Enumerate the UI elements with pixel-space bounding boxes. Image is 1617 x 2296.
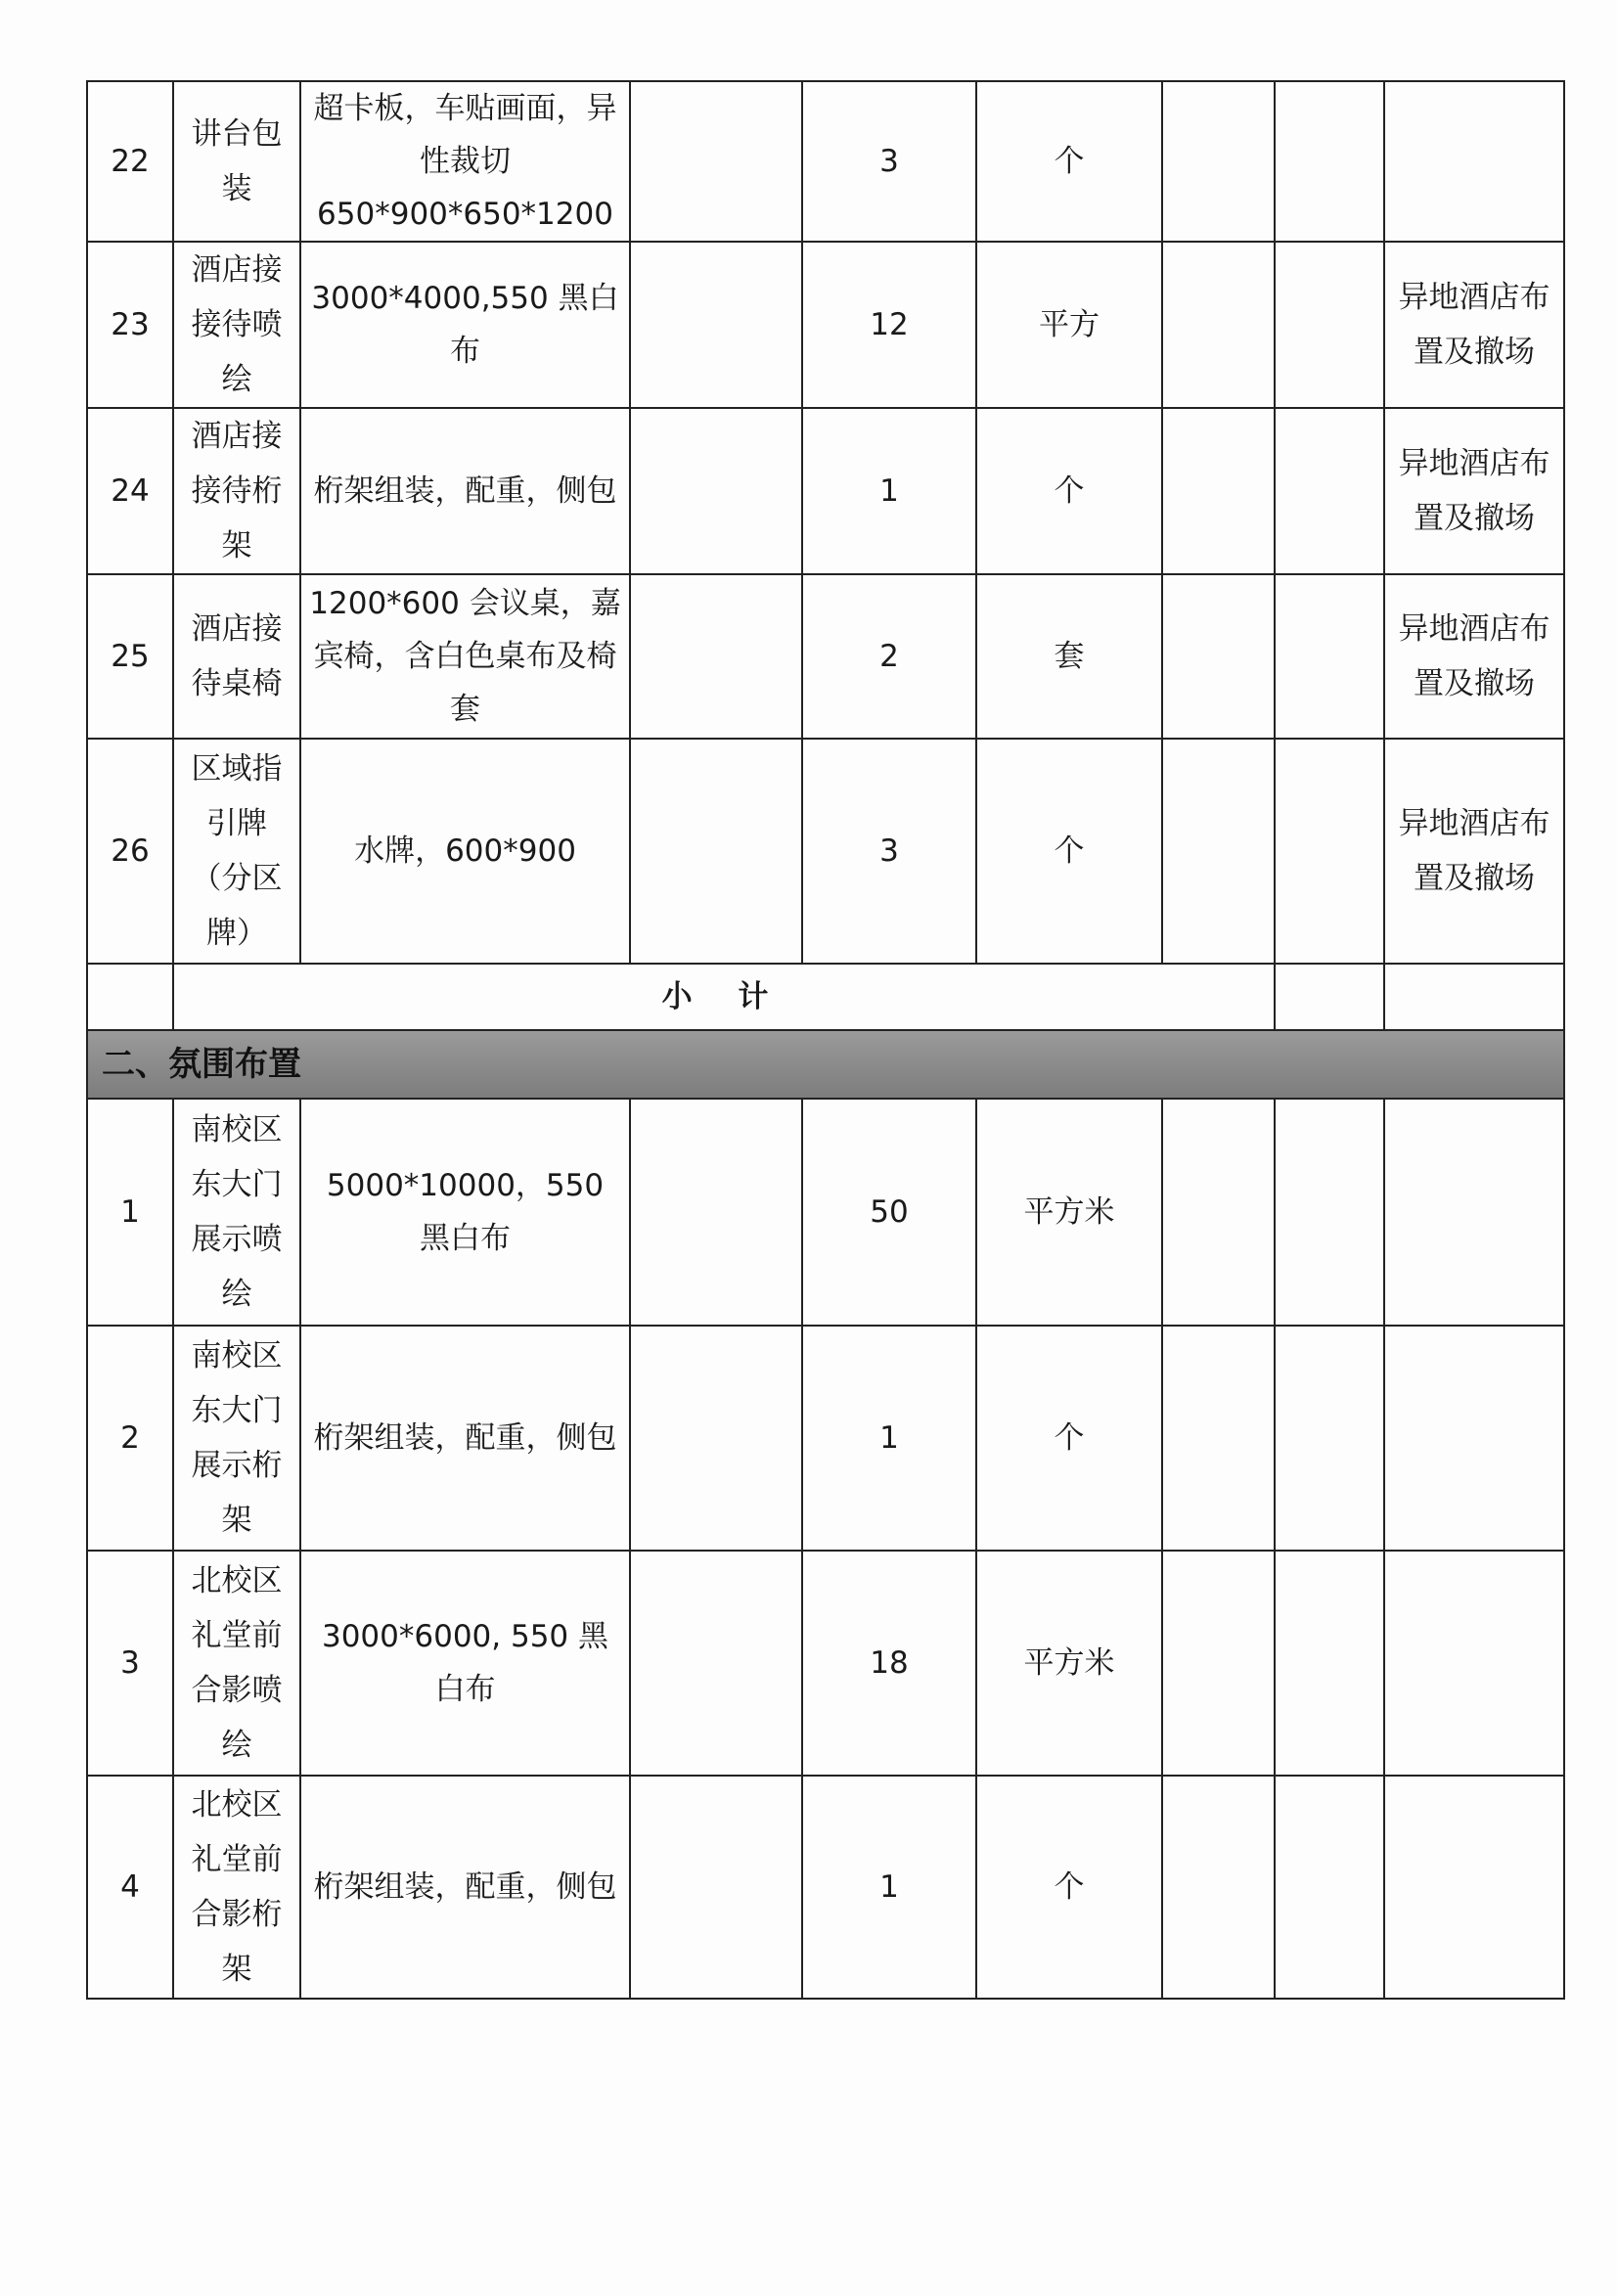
item-note [1384,1776,1564,1999]
item-note [1384,1326,1564,1551]
item-spec: 桁架组装，配重，侧包 [300,408,630,574]
item-blank [1162,408,1275,574]
subtotal-blank [1275,964,1384,1030]
item-name: 南校区东大门展示桁架 [173,1326,300,1551]
quotation-table [86,80,1565,2000]
item-note: 异地酒店布置及撤场 [1384,408,1564,574]
subtotal-row [87,964,1564,1030]
item-unit: 平方米 [976,1551,1162,1776]
item-blank [630,81,802,242]
item-note [1384,81,1564,242]
item-no: 1 [87,1099,173,1326]
table-row [87,1326,1564,1551]
item-qty: 1 [802,1776,976,1999]
item-blank [1275,1099,1384,1326]
item-no: 24 [87,408,173,574]
item-qty: 1 [802,1326,976,1551]
item-name: 讲台包装 [173,81,300,242]
item-blank [630,1551,802,1776]
subtotal-blank [87,964,173,1030]
section-header-row [87,1030,1564,1099]
item-qty: 1 [802,408,976,574]
item-blank [1162,1326,1275,1551]
item-unit: 个 [976,739,1162,964]
item-blank [1162,1776,1275,1999]
item-note: 异地酒店布置及撤场 [1384,574,1564,739]
item-blank [1275,739,1384,964]
item-no: 2 [87,1326,173,1551]
item-name: 北校区礼堂前合影喷绘 [173,1551,300,1776]
item-no: 22 [87,81,173,242]
item-blank [630,1326,802,1551]
item-qty: 3 [802,81,976,242]
item-name: 南校区东大门展示喷绘 [173,1099,300,1326]
table-row [87,242,1564,408]
item-blank [1162,1099,1275,1326]
item-no: 25 [87,574,173,739]
subtotal-blank [1384,964,1564,1030]
item-name: 酒店接接待喷绘 [173,242,300,408]
table-row [87,739,1564,964]
item-blank [1275,1551,1384,1776]
item-spec: 桁架组装，配重，侧包 [300,1326,630,1551]
item-no: 26 [87,739,173,964]
table-row [87,1551,1564,1776]
item-no: 3 [87,1551,173,1776]
item-unit: 套 [976,574,1162,739]
item-note: 异地酒店布置及撤场 [1384,242,1564,408]
item-blank [630,242,802,408]
item-blank [1275,1326,1384,1551]
item-spec: 水牌，600*900 [300,739,630,964]
table-row [87,408,1564,574]
item-qty: 3 [802,739,976,964]
item-spec: 1200*600 会议桌，嘉宾椅，含白色桌布及椅套 [300,574,630,739]
table-row [87,574,1564,739]
item-blank [1162,81,1275,242]
item-spec: 3000*4000,550 黑白布 [300,242,630,408]
item-qty: 12 [802,242,976,408]
table-row [87,81,1564,242]
item-blank [1275,1776,1384,1999]
item-note [1384,1099,1564,1326]
item-name: 区域指引牌（分区牌） [173,739,300,964]
item-name: 酒店接待桌椅 [173,574,300,739]
item-blank [1275,408,1384,574]
item-qty: 18 [802,1551,976,1776]
item-qty: 50 [802,1099,976,1326]
item-unit: 个 [976,408,1162,574]
item-blank [630,574,802,739]
item-unit: 平方米 [976,1099,1162,1326]
item-blank [630,1099,802,1326]
item-blank [1162,242,1275,408]
item-blank [1275,242,1384,408]
item-unit: 平方 [976,242,1162,408]
item-note: 异地酒店布置及撤场 [1384,739,1564,964]
item-name: 北校区礼堂前合影桁架 [173,1776,300,1999]
item-no: 4 [87,1776,173,1999]
table-row [87,1776,1564,1999]
item-qty: 2 [802,574,976,739]
subtotal-label: 小 计 [173,964,1275,1030]
section-title: 二、氛围布置 [87,1030,1564,1099]
item-blank [630,408,802,574]
item-blank [1162,1551,1275,1776]
item-blank [630,739,802,964]
item-unit: 个 [976,1326,1162,1551]
item-unit: 个 [976,81,1162,242]
item-blank [630,1776,802,1999]
item-spec: 桁架组装，配重，侧包 [300,1776,630,1999]
table-row [87,1099,1564,1326]
item-blank [1162,574,1275,739]
item-blank [1162,739,1275,964]
item-name: 酒店接接待桁架 [173,408,300,574]
item-blank [1275,574,1384,739]
item-note [1384,1551,1564,1776]
item-spec: 超卡板，车贴画面，异性裁切650*900*650*1200 [300,81,630,242]
item-unit: 个 [976,1776,1162,1999]
item-spec: 3000*6000, 550 黑白布 [300,1551,630,1776]
item-no: 23 [87,242,173,408]
item-blank [1275,81,1384,242]
item-spec: 5000*10000，550 黑白布 [300,1099,630,1326]
